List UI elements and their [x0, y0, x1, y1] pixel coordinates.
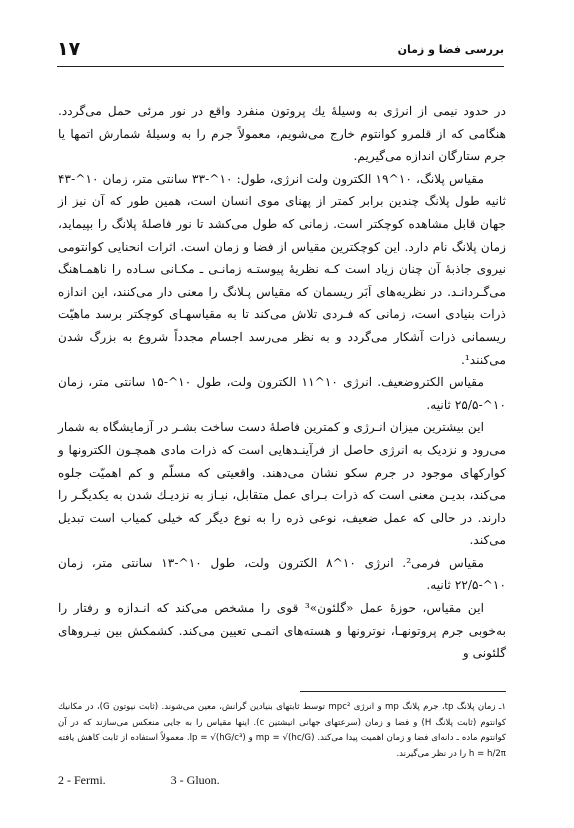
body-text [58, 100, 506, 665]
paragraph: این مقیاس، حوزهٔ عمل «گلئون»³ قوی را مشخص می‌کند که انـدازه و رفتار را به‌خوبی جرم پروتونهـا، نوترونها و هسته‌های اتمـی تعیین می‌کند. کشمکش بین نیـروهای گلئونی و [58, 601, 506, 661]
paragraph: در حدود نیمی از انرژی به وسیلهٔ یك پروتون منفرد واقع در نور مرئی حمل می‌گردد. هنگامی که از قلمرو کوانتوم خارج می‌شویم، معمولاً جرم را به وسیلهٔ شمارش اتمها یا جرم ستارگان اندازه می‌گیریم. [58, 104, 506, 164]
page-number: ۱۷ [57, 38, 81, 60]
running-title: بررسی فضا و زمان [397, 43, 504, 56]
paragraph: مقیاس پلانگ، ۱۰^۱۹ الکترون ولت انرژی، طول: ۱۰^-۳۳ سانتی متر، زمان ۱۰^-۴۳ ثانیه طول پلانگ چندین برابر کمتر از پهنای موی انسان است، همین طور که آن نیز از جهان قابل مشاهده کوچکتر است. زمانی که طول می‌کشد تا نور فاصلهٔ پلانگ را بپیماید، زمان پلانگ نام دارد. این کوچکترین مقیاس از فضا و زمان است. اثرات انحنایی کوانتومی نیروی جاذبهٔ آن چنان زیاد است کـه نظریهٔ پیوستـه زمانـی ـ مکـانی سـاده را ناهمـاهنگ می‌گـردانـد. در نظریه‌های اَبَر ریسمان که مقیاس پـلانگ را معنی دار می‌کنند، این اندازه ذرات بنیادی است، زمانی که فـردی تلاش می‌کند تا به مقیاسهـای کوچکتر برسد ماهیّت ریسمانی ذرات آشکار می‌گردد و به نظر می‌رسد اجسام مجدداً شروع به بزرگ شدن می‌کنند¹. [58, 171, 506, 367]
footnote-latin: 2 - Fermi. [58, 773, 106, 787]
paragraph: این بیشترین میزان انـرژی و کمترین فاصلهٔ دست ساخت بشـر در آزمایشگاه به شمار می‌رود و نزدیک به انرژی حاصل از فرآینـدهایی است که ذرات مادی همچـون الکترونها و کوارکهای موجود در جرم سکو نشان می‌دهند. واقعیتی که مسلّم و کم اهمیّت جلوه می‌کند، بدیـن معنی است که ذرات بـرای عمل متقابل، نیـاز به نزدیـك شدن به یکدیگـر را دارند. در حالی که عمل ضعیف، نوعی ذره را به نوع دیگر که خیلی کمیاب است تبدیل می‌کند. [58, 420, 506, 548]
paragraph: مقیاس الکتروضعیف. انرژی ۱۰^۱۱ الکترون ولت، طول ۱۰^-۱۵ سانتی متر، زمان ۱۰^-۲۵/۵ ثانیه. [58, 375, 506, 412]
footnote-latin: 3 - Gluon. [170, 773, 220, 787]
page-header [57, 36, 504, 67]
footnote-divider [300, 691, 506, 692]
footnote: ۱ـ زمان پلانگ tp، جرم پلانگ mp و انرژی mpc² توسط ثابتهای بنیادین گرانش، معین می‌شوند. (ثابت نیوتون G)، در مکانیك کوانتوم (ثابت پلانگ H) و فضا و زمان (سرعتهای جهانی انیشتین c). اینها مقیاس را به جایی منعکس می‌سازند که در آن کوانتوم ماده ـ دانه‌ای فضا و زمان اهمیت پیدا می‌کند. mp = √(hc/G) و lp = √(hG/c³). معمولاً استفاده از ثابت کاهش یافته h = h/2π را در نظر می‌گیرند. [58, 702, 507, 759]
paragraph: مقیاس فرمی². انرژی ۱۰^۸ الکترون ولت، طول ۱۰^-۱۳ سانتی متر، زمان ۱۰^-۲۲/۵ ثانیه. [58, 555, 506, 593]
latin-footnotes [58, 773, 308, 788]
footnotes [58, 700, 506, 762]
